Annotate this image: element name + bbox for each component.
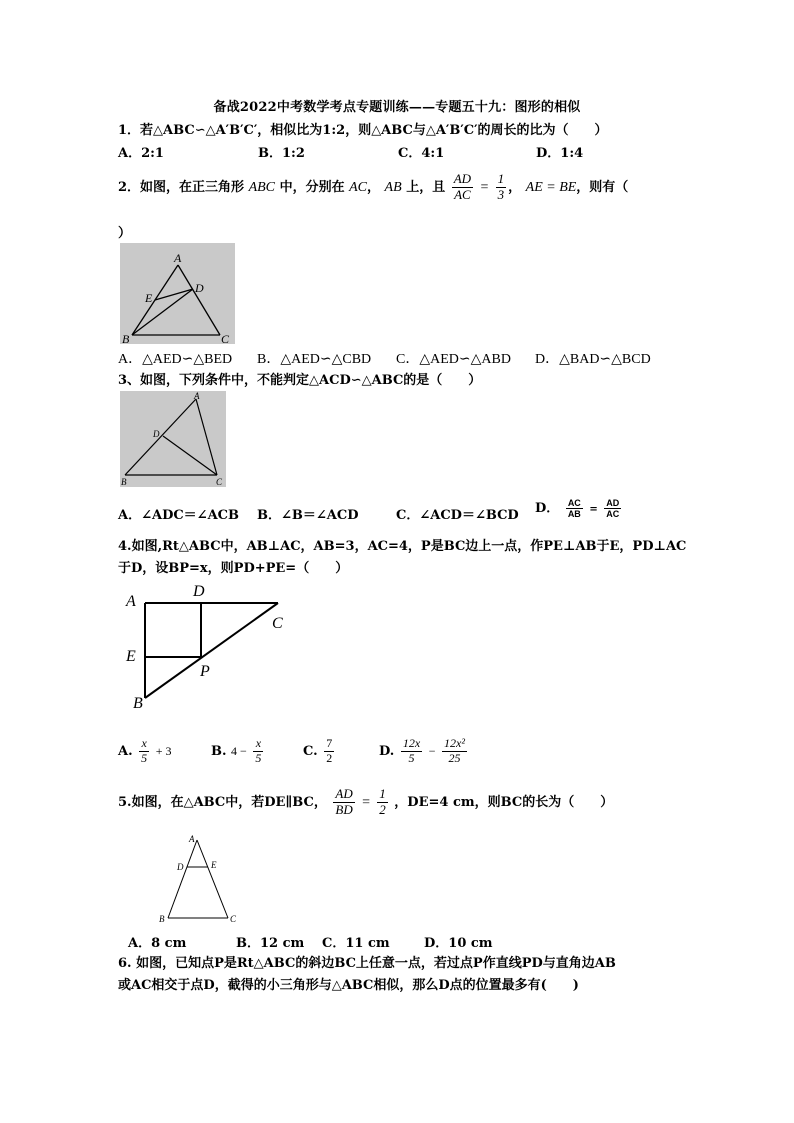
q2-option-a: A．△AED∽△BED xyxy=(118,352,233,367)
q5-side-ac-line xyxy=(197,840,228,918)
q5-label-a: A xyxy=(189,834,195,844)
q5-fraction-ad-bd xyxy=(333,787,354,818)
q3-d-frac2-den: AC xyxy=(606,509,620,519)
q2-stem-part: 2．如图，在正三角形 xyxy=(118,179,245,195)
q5-option-d: D．10 cm xyxy=(424,936,493,951)
q4-a-den: 5 xyxy=(141,750,148,765)
q4-option-a xyxy=(118,737,171,766)
q4-stem-line1: 4.如图,Rt△ABC中，AB⊥AC，AB=3，AC=4，P是BC边上一点，作PE⊥AB于E，PD⊥AC xyxy=(118,539,687,554)
q2-triangle-name: ABC xyxy=(248,179,276,195)
q4-option-b-frac xyxy=(253,737,263,766)
q3-label-b: B xyxy=(121,477,127,487)
q5-fraction-one-half xyxy=(377,787,388,818)
q5-frac2-den: 2 xyxy=(379,801,386,817)
q2-side-ab: AB xyxy=(384,179,402,195)
q4-option-d xyxy=(379,737,469,766)
q5-label-e: E xyxy=(211,860,217,870)
q1-stem: 1．若△ABC∽△A′B′C′，相似比为1:2，则△ABC与△A′B′C′的周长的比为（ ） xyxy=(118,123,608,138)
q2-fraction-one-third xyxy=(496,172,507,203)
q4-c-num: 7 xyxy=(326,736,333,750)
q4-label-p: P xyxy=(200,663,210,680)
q2-option-d: D．△BAD∽△BCD xyxy=(535,352,651,367)
q2-frac2-den: 3 xyxy=(497,186,505,202)
q5-frac-num: AD xyxy=(335,786,353,801)
q3-figure-bg xyxy=(120,391,226,487)
q3-stem: 3、如图，下列条件中，不能判定△ACD∽△ABC的是（ ） xyxy=(118,373,482,388)
q4-option-b-label: B. xyxy=(211,743,227,759)
q2-stem-sep: ， xyxy=(367,179,381,195)
q4-d-num1: 12x xyxy=(402,736,421,750)
q4-option-a-rest: + 3 xyxy=(155,743,172,758)
q4-option-d-frac1 xyxy=(401,737,422,766)
q4-d-num2: 12x² xyxy=(444,736,465,750)
q4-option-c-frac xyxy=(324,737,334,766)
q3-option-d-frac2 xyxy=(604,498,621,520)
q5-equals: = xyxy=(361,794,371,810)
q4-d-den2: 25 xyxy=(448,750,461,765)
q4-option-a-label: A. xyxy=(118,743,133,759)
q4-option-b xyxy=(211,737,265,766)
q3-d-frac1-den: AB xyxy=(567,509,581,519)
q4-option-d-label: D. xyxy=(379,743,395,759)
q3-option-d-frac1 xyxy=(566,498,583,520)
q4-option-d-frac2 xyxy=(442,737,467,766)
q2-stem-part: ，则有（ xyxy=(576,179,629,195)
q2-equals: = xyxy=(479,179,490,195)
q2-label-e: E xyxy=(145,291,153,305)
q4-option-b-pre: 4 − xyxy=(231,743,247,758)
page-title: 备战2022中考数学考点专题训练——专题五十九：图形的相似 xyxy=(213,100,581,115)
q4-label-e: E xyxy=(126,648,136,665)
q4-option-d-minus: − xyxy=(428,743,436,758)
q5-label-c: C xyxy=(230,914,237,924)
q4-stem-line2: 于D，设BP=x，则PD+PE=（ ） xyxy=(118,561,349,576)
q5-frac-den: BD xyxy=(335,801,353,817)
q2-side-ac: AC xyxy=(349,179,367,195)
q3-option-a: A．∠ADC＝∠ACB xyxy=(118,508,239,523)
q3-option-d xyxy=(535,497,623,519)
q2-stem-part: 中，分别在 xyxy=(279,179,345,195)
q5-figure xyxy=(155,832,245,927)
q1-option-b: B．1:2 xyxy=(258,146,305,161)
q3-d-frac1-num: AC xyxy=(567,497,581,508)
q4-a-num: x xyxy=(139,737,149,752)
q4-option-c-label: C. xyxy=(303,743,318,759)
q5-stem-part: ，DE=4 cm，则BC的长为（ ） xyxy=(394,794,614,810)
q3-option-b: B．∠B＝∠ACD xyxy=(257,508,359,523)
q5-frac2-num: 1 xyxy=(379,786,386,801)
q5-stem xyxy=(118,787,613,818)
q2-frac2-num: 1 xyxy=(497,171,505,186)
q4-side-bc-line xyxy=(145,603,278,698)
q2-label-a: A xyxy=(174,251,182,265)
q2-figure xyxy=(120,243,235,344)
q3-figure xyxy=(120,391,226,487)
q1-option-d: D．1:4 xyxy=(536,146,584,161)
q2-stem-part: ， xyxy=(508,179,522,195)
q4-label-c: C xyxy=(272,615,283,632)
q3-label-a: A xyxy=(194,391,200,401)
q2-label-b: B xyxy=(122,332,130,344)
q2-fraction-ad-ac xyxy=(452,172,473,203)
q2-stem xyxy=(118,172,628,203)
q2-stem-part: 上，且 xyxy=(406,179,446,195)
q1-option-c: C．4:1 xyxy=(398,146,445,161)
q5-stem-part: 5.如图，在△ABC中，若DE∥BC， xyxy=(118,794,327,810)
q3-label-c: C xyxy=(216,477,223,487)
q4-label-a: A xyxy=(126,593,136,610)
q5-option-c: C．11 cm xyxy=(322,936,390,951)
q2-label-c: C xyxy=(221,332,230,344)
q5-option-b: B．12 cm xyxy=(236,936,305,951)
q3-option-c: C．∠ACD＝∠BCD xyxy=(396,508,519,523)
q2-option-c: C．△AED∽△ABD xyxy=(396,352,511,367)
q5-side-ab-line xyxy=(168,840,197,918)
q4-c-den: 2 xyxy=(326,750,333,765)
q2-label-d: D xyxy=(195,281,204,295)
q6-stem-line1: 6. 如图，已知点P是Rt△ABC的斜边BC上任意一点，若过点P作直线PD与直角边AB xyxy=(118,956,616,971)
q4-label-d: D xyxy=(193,583,205,600)
q4-option-c xyxy=(303,737,336,766)
q4-b-num: x xyxy=(253,737,263,752)
q4-figure xyxy=(120,578,300,713)
q5-option-a: A．8 cm xyxy=(128,936,187,951)
q6-stem-line2: 或AC相交于点D，截得的小三角形与△ABC相似，那么D点的位置最多有( ) xyxy=(118,978,579,993)
q2-ae-eq-be: AE = BE xyxy=(525,179,577,195)
q3-option-d-label: D． xyxy=(535,501,560,516)
q4-d-den1: 5 xyxy=(408,750,415,765)
q4-label-b: B xyxy=(133,695,143,712)
q5-label-d: D xyxy=(177,862,184,872)
q3-d-frac2-num: AD xyxy=(606,497,620,508)
q2-stem-close: ） xyxy=(118,226,132,241)
q5-label-b: B xyxy=(159,914,165,924)
q3-label-d: D xyxy=(153,429,160,439)
q4-b-den: 5 xyxy=(255,750,262,765)
q4-option-a-frac xyxy=(139,737,149,766)
q1-option-a: A．2:1 xyxy=(118,146,164,161)
q2-option-b: B．△AED∽△CBD xyxy=(257,352,372,367)
q2-frac-den: AC xyxy=(454,186,471,202)
q3-option-d-equals: = xyxy=(589,504,598,515)
q2-frac-num: AD xyxy=(453,171,472,186)
